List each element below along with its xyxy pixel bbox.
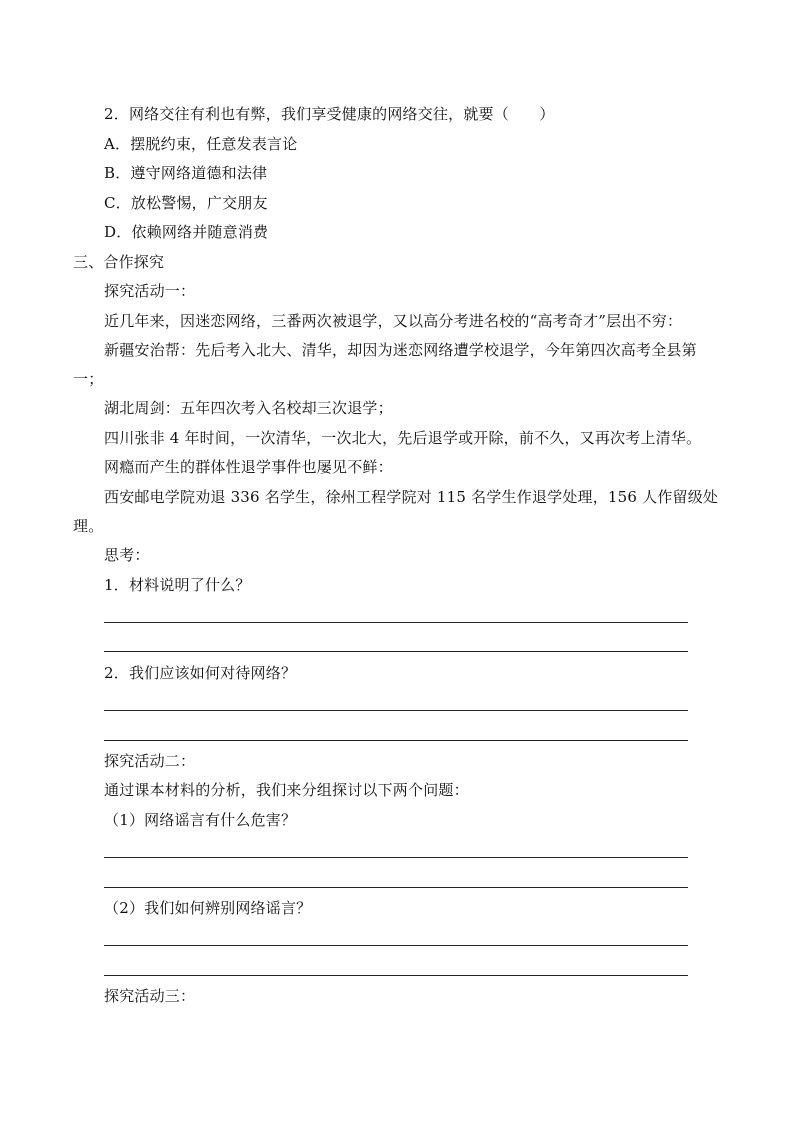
think-label: 思考： — [104, 546, 150, 564]
section-heading: 三、合作探究 — [73, 253, 165, 271]
activity-2-question-2: （2）我们如何辨别网络谣言？ — [104, 899, 312, 917]
answer-line — [104, 710, 688, 711]
case-2: 湖北周剑：五年四次考入名校却三次退学； — [104, 399, 393, 417]
case-3: 四川张非 4 年时间，一次清华，一次北大，先后退学或开除，前不久，又再次考上清华。 — [104, 429, 702, 447]
activity-3-title: 探究活动三： — [104, 987, 196, 1005]
group-line-1: 西安邮电学院劝退 336 名学生，徐州工程学院对 115 名学生作退学处理，156 人作留级处 — [104, 488, 719, 506]
answer-line — [104, 857, 688, 858]
option-c: C．放松警惕，广交朋友 — [104, 194, 268, 212]
answer-line — [104, 740, 688, 741]
activity-2-intro: 通过课本材料的分析，我们来分组探讨以下两个问题： — [104, 781, 469, 799]
think-question-2: 2．我们应该如何对待网络？ — [104, 664, 297, 682]
answer-line — [104, 651, 688, 652]
group-line-2: 理。 — [73, 517, 104, 535]
option-b: B．遵守网络道德和法律 — [104, 164, 268, 182]
activity-1-title: 探究活动一： — [104, 282, 196, 300]
activity-2-question-1: （1）网络谣言有什么危害？ — [104, 811, 297, 829]
group-intro: 网瘾而产生的群体性退学事件也屡见不鲜： — [104, 458, 393, 476]
case-1-line-2: 一； — [73, 370, 104, 388]
activity-2-title: 探究活动二： — [104, 752, 196, 770]
answer-line — [104, 622, 688, 623]
option-a: A．摆脱约束，任意发表言论 — [104, 135, 298, 153]
answer-line — [104, 975, 688, 976]
answer-line — [104, 887, 688, 888]
answer-line — [104, 945, 688, 946]
option-d: D．依赖网络并随意消费 — [104, 223, 269, 241]
question-2-stem: 2．网络交往有利也有弊，我们享受健康的网络交往，就要（ ） — [104, 105, 555, 123]
case-1-line-1: 新疆安治帮：先后考入北大、清华，却因为迷恋网络遭学校退学，今年第四次高考全县第 — [104, 341, 697, 359]
activity-1-intro: 近几年来，因迷恋网络，三番两次被退学，又以高分考进名校的“高考奇才”层出不穷： — [104, 312, 683, 330]
think-question-1: 1．材料说明了什么？ — [104, 576, 251, 594]
